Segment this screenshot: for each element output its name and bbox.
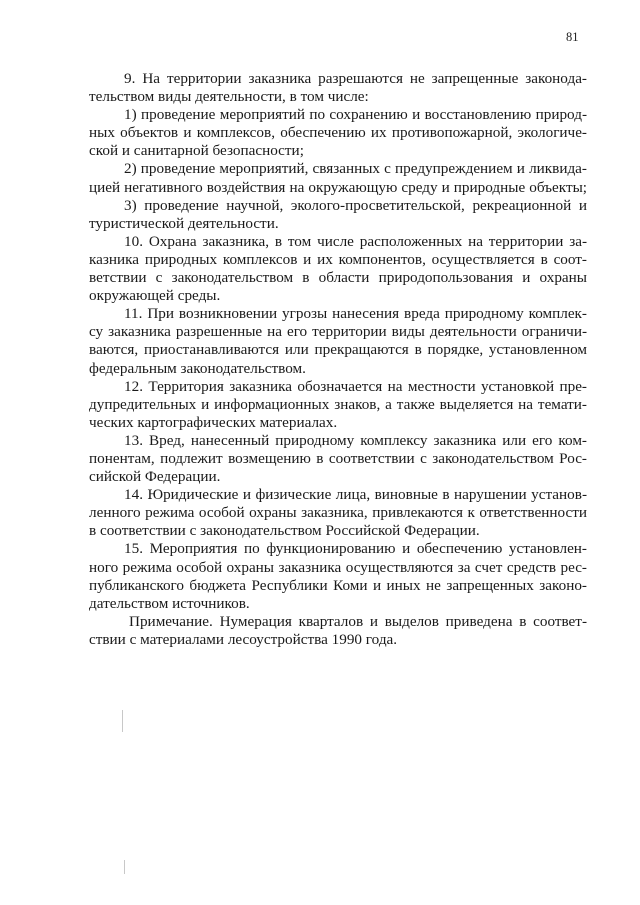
- text-line: 14. Юридические и физические лица, виновные в нарушении установ-: [124, 486, 587, 504]
- text-line: в соответствии с законодательством Российской Федерации.: [89, 522, 480, 540]
- text-line: 2) проведение мероприятий, связанных с предупреждением и ликвида-: [124, 160, 587, 178]
- text-line: сийской Федерации.: [89, 468, 221, 486]
- page-number: 81: [566, 30, 579, 44]
- text-line: понентам, подлежит возмещению в соответствии с законодательством Рос-: [89, 449, 587, 467]
- text-line: цией негативного воздействия на окружающую среду и природные объекты;: [89, 178, 587, 196]
- text-line: 10. Охрана заказника, в том числе расположенных на территории за-: [124, 232, 587, 250]
- text-line: 12. Территория заказника обозначается на местности установкой пре-: [124, 377, 587, 395]
- text-line: тельством виды деятельности, в том числе:: [89, 88, 369, 106]
- text-line: казника природных комплексов и их компонентов, осуществляется в соот-: [89, 250, 587, 268]
- text-line: 9. На территории заказника разрешаются не запрещенные законода-: [124, 70, 587, 87]
- text-line: 11. При возникновении угрозы нанесения вреда природному комплек-: [124, 305, 587, 323]
- text-line: дупредительных и информационных знаков, а также выделяется на темати-: [89, 395, 587, 413]
- note-line: ствии с материалами лесоустройства 1990 года.: [89, 630, 398, 648]
- text-line: публиканского бюджета Республики Коми и иных не запрещенных законо-: [89, 576, 587, 594]
- text-line: туристической деятельности.: [89, 214, 279, 232]
- text-line: ческих картографических материалах.: [89, 413, 338, 431]
- scan-artifact: [122, 710, 123, 732]
- text-line: 1) проведение мероприятий по сохранению и восстановлению природ-: [124, 106, 587, 124]
- text-line: 3) проведение научной, эколого-просветительской, рекреационной и: [124, 196, 587, 214]
- text-line: ных объектов и комплексов, обеспечению их противопожарной, экологиче-: [89, 124, 587, 142]
- text-line: су заказника разрешенные на его территории виды деятельности ограничи-: [89, 323, 587, 341]
- text-line: ваются, приостанавливаются или прекращаются в порядке, установленном: [89, 341, 587, 359]
- text-line: 13. Вред, нанесенный природному комплексу заказника или его ком-: [124, 431, 587, 449]
- text-line: федеральным законодательством.: [89, 359, 306, 377]
- text-line: ветствии с законодательством в области природопользования и охраны: [89, 269, 587, 287]
- document-body: [89, 70, 587, 649]
- text-line: ской и санитарной безопасности;: [89, 142, 304, 160]
- text-line: ного режима особой охраны заказника осуществляются за счет средств рес-: [89, 558, 587, 576]
- text-line: окружающей среды.: [89, 287, 221, 305]
- scan-artifact: [124, 860, 125, 874]
- text-line: ленного режима особой охраны заказника, привлекаются к ответственности: [89, 504, 587, 522]
- text-line: дательством источников.: [89, 594, 250, 612]
- text-line: 15. Мероприятия по функционированию и обеспечению установлен-: [124, 540, 587, 558]
- note-line: Примечание. Нумерация кварталов и выделов приведена в соответ-: [129, 612, 587, 630]
